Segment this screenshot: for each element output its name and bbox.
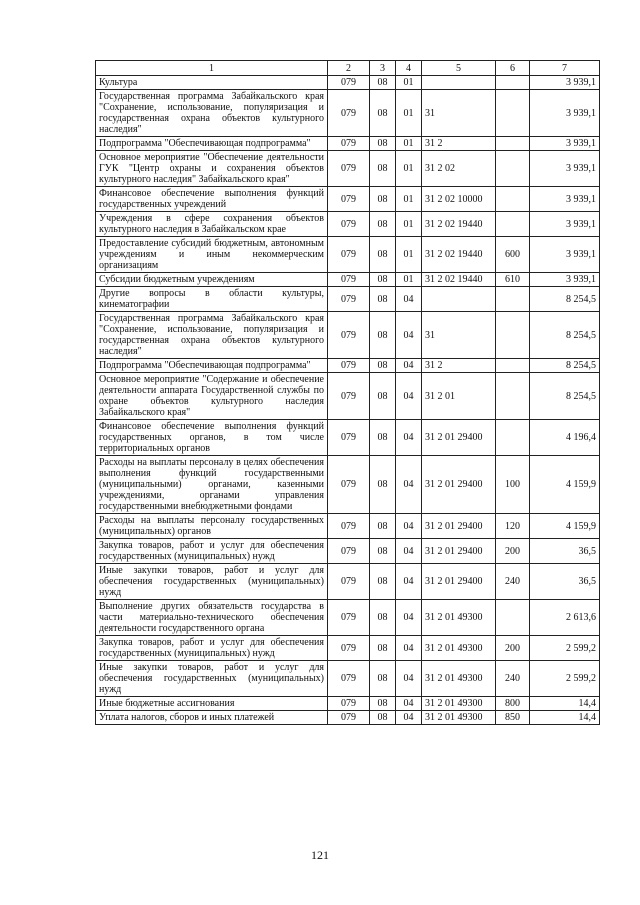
row-amount: 36,5 (530, 564, 600, 600)
row-expense-type-code (496, 90, 530, 137)
row-ministry-code: 079 (328, 661, 370, 697)
row-subsection-code: 01 (396, 273, 422, 287)
row-subsection-code: 01 (396, 187, 422, 212)
row-section-code: 08 (370, 711, 396, 725)
page-number: 121 (311, 848, 329, 862)
row-amount: 3 939,1 (530, 273, 600, 287)
row-target-item-code: 31 2 01 29400 (422, 539, 496, 564)
row-description: Иные бюджетные ассигнования (96, 697, 328, 711)
row-target-item-code: 31 2 02 19440 (422, 212, 496, 237)
table-row (96, 711, 600, 725)
table-row (96, 273, 600, 287)
row-target-item-code: 31 2 01 49300 (422, 636, 496, 661)
row-amount: 4 159,9 (530, 514, 600, 539)
row-target-item-code: 31 2 01 29400 (422, 564, 496, 600)
table-header-row (96, 61, 600, 76)
row-subsection-code: 04 (396, 697, 422, 711)
row-amount: 8 254,5 (530, 359, 600, 373)
row-section-code: 08 (370, 187, 396, 212)
table-body (96, 76, 600, 725)
row-expense-type-code: 850 (496, 711, 530, 725)
row-ministry-code: 079 (328, 711, 370, 725)
row-amount: 3 939,1 (530, 76, 600, 90)
table-row (96, 90, 600, 137)
table-row (96, 420, 600, 456)
table-row (96, 287, 600, 312)
row-subsection-code: 04 (396, 564, 422, 600)
row-description: Уплата налогов, сборов и иных платежей (96, 711, 328, 725)
row-expense-type-code: 800 (496, 697, 530, 711)
row-expense-type-code (496, 312, 530, 359)
row-amount: 3 939,1 (530, 187, 600, 212)
row-section-code: 08 (370, 287, 396, 312)
table-row (96, 151, 600, 187)
row-description: Закупка товаров, работ и услуг для обеспечения государственных (муниципальных) нужд (96, 539, 328, 564)
row-expense-type-code: 100 (496, 456, 530, 514)
row-expense-type-code: 200 (496, 539, 530, 564)
row-expense-type-code: 240 (496, 661, 530, 697)
row-subsection-code: 04 (396, 711, 422, 725)
row-description: Учреждения в сфере сохранения объектов культурного наследия в Забайкальском крае (96, 212, 328, 237)
row-expense-type-code: 610 (496, 273, 530, 287)
row-subsection-code: 04 (396, 600, 422, 636)
row-expense-type-code: 120 (496, 514, 530, 539)
row-ministry-code: 079 (328, 137, 370, 151)
row-section-code: 08 (370, 237, 396, 273)
row-section-code: 08 (370, 359, 396, 373)
row-subsection-code: 04 (396, 456, 422, 514)
row-amount: 2 613,6 (530, 600, 600, 636)
row-description: Предоставление субсидий бюджетным, автономным учреждениям и иным некоммерческим организациям (96, 237, 328, 273)
row-section-code: 08 (370, 539, 396, 564)
column-header: 6 (496, 61, 530, 76)
table-row (96, 76, 600, 90)
row-description: Финансовое обеспечение выполнения функций государственных учреждений (96, 187, 328, 212)
row-subsection-code: 04 (396, 514, 422, 539)
row-amount: 8 254,5 (530, 287, 600, 312)
table-row (96, 564, 600, 600)
table-row (96, 514, 600, 539)
row-target-item-code: 31 2 02 (422, 151, 496, 187)
row-amount: 14,4 (530, 711, 600, 725)
row-subsection-code: 04 (396, 539, 422, 564)
table-row (96, 237, 600, 273)
row-amount: 8 254,5 (530, 312, 600, 359)
row-expense-type-code: 200 (496, 636, 530, 661)
row-target-item-code: 31 2 01 49300 (422, 711, 496, 725)
row-description: Расходы на выплаты персоналу государственных (муниципальных) органов (96, 514, 328, 539)
row-section-code: 08 (370, 420, 396, 456)
column-header: 3 (370, 61, 396, 76)
table-row (96, 359, 600, 373)
row-target-item-code (422, 76, 496, 90)
row-target-item-code (422, 287, 496, 312)
row-target-item-code: 31 2 01 29400 (422, 514, 496, 539)
row-description: Государственная программа Забайкальского края "Сохранение, использование, популяризация и государственная охрана объектов культурного наследия" (96, 312, 328, 359)
row-subsection-code: 04 (396, 359, 422, 373)
row-ministry-code: 079 (328, 212, 370, 237)
column-header: 4 (396, 61, 422, 76)
row-expense-type-code: 600 (496, 237, 530, 273)
row-subsection-code: 04 (396, 312, 422, 359)
row-ministry-code: 079 (328, 373, 370, 420)
row-section-code: 08 (370, 456, 396, 514)
row-ministry-code: 079 (328, 636, 370, 661)
row-description: Подпрограмма "Обеспечивающая подпрограмма" (96, 137, 328, 151)
table-row (96, 373, 600, 420)
row-target-item-code: 31 2 02 19440 (422, 237, 496, 273)
row-description: Подпрограмма "Обеспечивающая подпрограмма" (96, 359, 328, 373)
row-subsection-code: 04 (396, 287, 422, 312)
row-description: Другие вопросы в области культуры, кинематографии (96, 287, 328, 312)
row-description: Закупка товаров, работ и услуг для обеспечения государственных (муниципальных) нужд (96, 636, 328, 661)
row-ministry-code: 079 (328, 514, 370, 539)
row-description: Расходы на выплаты персоналу в целях обеспечения выполнения функций государственными (муниципальными) органами, казенными учреждениями, органами управления государственными внебюджетными фондами (96, 456, 328, 514)
row-expense-type-code (496, 137, 530, 151)
row-target-item-code: 31 2 01 (422, 373, 496, 420)
row-subsection-code: 01 (396, 90, 422, 137)
row-target-item-code: 31 2 02 19440 (422, 273, 496, 287)
table-row (96, 539, 600, 564)
row-ministry-code: 079 (328, 312, 370, 359)
row-expense-type-code (496, 212, 530, 237)
row-amount: 3 939,1 (530, 90, 600, 137)
row-amount: 3 939,1 (530, 237, 600, 273)
table-row (96, 187, 600, 212)
row-description: Культура (96, 76, 328, 90)
row-expense-type-code (496, 600, 530, 636)
row-amount: 3 939,1 (530, 151, 600, 187)
table-row (96, 137, 600, 151)
row-description: Финансовое обеспечение выполнения функций государственных органов, в том числе территориальных органов (96, 420, 328, 456)
row-target-item-code: 31 2 01 29400 (422, 456, 496, 514)
row-description: Иные закупки товаров, работ и услуг для обеспечения государственных (муниципальных) нужд (96, 661, 328, 697)
row-description: Субсидии бюджетным учреждениям (96, 273, 328, 287)
row-subsection-code: 01 (396, 212, 422, 237)
row-amount: 14,4 (530, 697, 600, 711)
row-target-item-code: 31 2 02 10000 (422, 187, 496, 212)
row-expense-type-code: 240 (496, 564, 530, 600)
row-subsection-code: 01 (396, 76, 422, 90)
row-section-code: 08 (370, 661, 396, 697)
column-header: 5 (422, 61, 496, 76)
table-row (96, 697, 600, 711)
row-section-code: 08 (370, 373, 396, 420)
row-amount: 36,5 (530, 539, 600, 564)
row-amount: 8 254,5 (530, 373, 600, 420)
row-expense-type-code (496, 187, 530, 212)
row-amount: 2 599,2 (530, 661, 600, 697)
table-row (96, 600, 600, 636)
row-amount: 4 196,4 (530, 420, 600, 456)
row-description: Выполнение других обязательств государства в части материально-технического обеспечения деятельности государственного органа (96, 600, 328, 636)
row-expense-type-code (496, 359, 530, 373)
row-ministry-code: 079 (328, 151, 370, 187)
row-section-code: 08 (370, 273, 396, 287)
row-ministry-code: 079 (328, 420, 370, 456)
row-amount: 3 939,1 (530, 137, 600, 151)
row-target-item-code: 31 (422, 90, 496, 137)
column-header: 2 (328, 61, 370, 76)
row-target-item-code: 31 2 01 49300 (422, 661, 496, 697)
row-section-code: 08 (370, 151, 396, 187)
row-ministry-code: 079 (328, 187, 370, 212)
row-amount: 2 599,2 (530, 636, 600, 661)
row-section-code: 08 (370, 212, 396, 237)
row-subsection-code: 01 (396, 237, 422, 273)
row-target-item-code: 31 2 (422, 359, 496, 373)
row-amount: 3 939,1 (530, 212, 600, 237)
row-subsection-code: 04 (396, 373, 422, 420)
row-expense-type-code (496, 287, 530, 312)
row-ministry-code: 079 (328, 600, 370, 636)
row-description: Иные закупки товаров, работ и услуг для обеспечения государственных (муниципальных) нужд (96, 564, 328, 600)
row-section-code: 08 (370, 564, 396, 600)
row-section-code: 08 (370, 137, 396, 151)
row-ministry-code: 079 (328, 456, 370, 514)
row-ministry-code: 079 (328, 564, 370, 600)
row-description: Государственная программа Забайкальского края "Сохранение, использование, популяризация и государственная охрана объектов культурного наследия" (96, 90, 328, 137)
row-ministry-code: 079 (328, 539, 370, 564)
row-subsection-code: 04 (396, 636, 422, 661)
row-target-item-code: 31 2 01 29400 (422, 420, 496, 456)
row-ministry-code: 079 (328, 273, 370, 287)
column-header: 7 (530, 61, 600, 76)
row-description: Основное мероприятие "Обеспечение деятельности ГУК "Центр охраны и сохранения объектов культурного наследия" Забайкальского края" (96, 151, 328, 187)
row-section-code: 08 (370, 514, 396, 539)
row-target-item-code: 31 2 (422, 137, 496, 151)
row-description: Основное мероприятие "Содержание и обеспечение деятельности аппарата Государственной службы по охране объектов культурного наследия Забайкальского края" (96, 373, 328, 420)
row-expense-type-code (496, 373, 530, 420)
row-expense-type-code (496, 76, 530, 90)
row-expense-type-code (496, 420, 530, 456)
row-section-code: 08 (370, 600, 396, 636)
row-target-item-code: 31 2 01 49300 (422, 697, 496, 711)
row-ministry-code: 079 (328, 76, 370, 90)
row-target-item-code: 31 (422, 312, 496, 359)
table-row (96, 636, 600, 661)
row-ministry-code: 079 (328, 237, 370, 273)
row-section-code: 08 (370, 312, 396, 359)
table-row (96, 212, 600, 237)
row-subsection-code: 04 (396, 661, 422, 697)
budget-table (95, 60, 600, 725)
row-section-code: 08 (370, 636, 396, 661)
row-ministry-code: 079 (328, 287, 370, 312)
row-subsection-code: 04 (396, 420, 422, 456)
row-subsection-code: 01 (396, 151, 422, 187)
row-target-item-code: 31 2 01 49300 (422, 600, 496, 636)
row-ministry-code: 079 (328, 697, 370, 711)
row-subsection-code: 01 (396, 137, 422, 151)
table-row (96, 456, 600, 514)
document-page (95, 60, 599, 725)
row-section-code: 08 (370, 90, 396, 137)
row-expense-type-code (496, 151, 530, 187)
table-row (96, 312, 600, 359)
row-amount: 4 159,9 (530, 456, 600, 514)
row-ministry-code: 079 (328, 359, 370, 373)
row-section-code: 08 (370, 76, 396, 90)
row-ministry-code: 079 (328, 90, 370, 137)
row-section-code: 08 (370, 697, 396, 711)
table-row (96, 661, 600, 697)
column-header: 1 (96, 61, 328, 76)
